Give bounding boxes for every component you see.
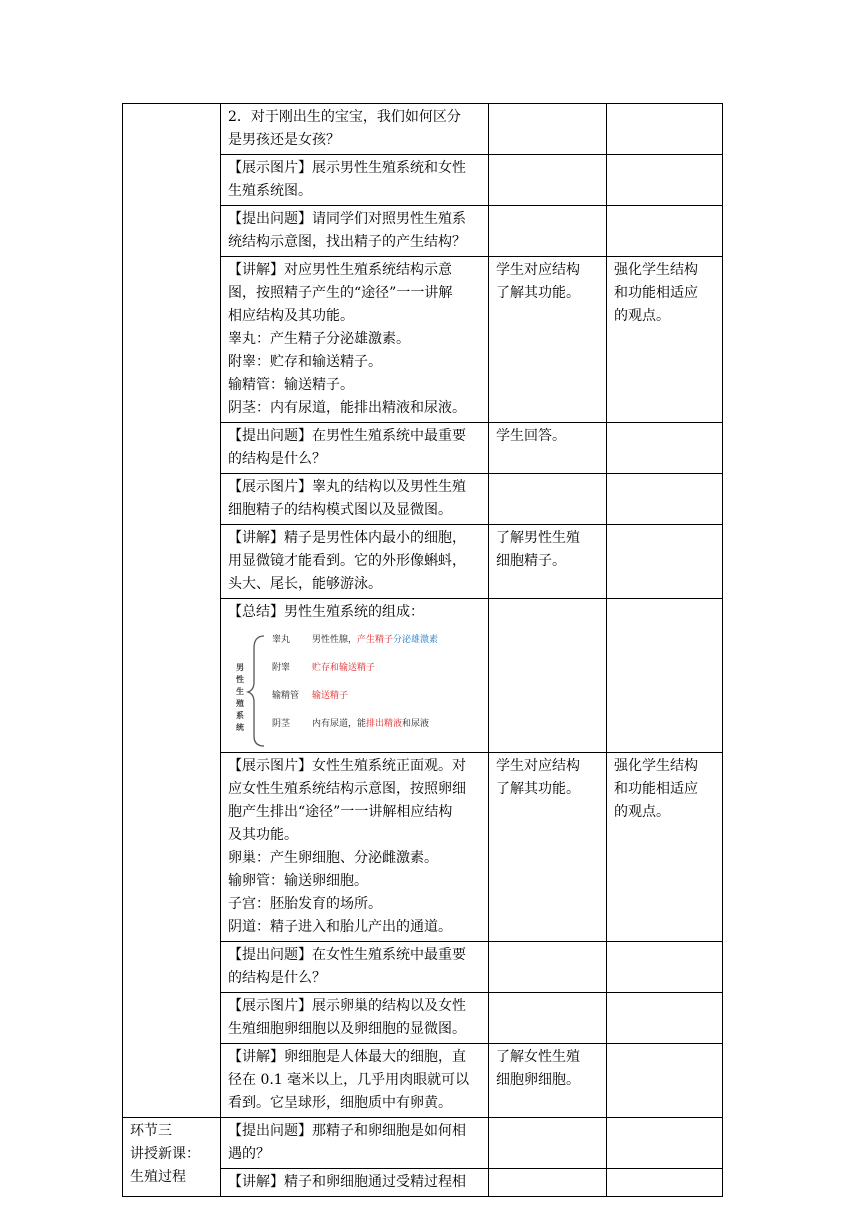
activity-cell-line: 的结构是什么？ xyxy=(228,970,326,986)
student-activity-cell xyxy=(489,155,607,206)
activity-cell xyxy=(221,993,489,1044)
male-reproductive-system-diagram xyxy=(228,628,482,750)
organ-name: 附睾 xyxy=(272,663,291,673)
table-row xyxy=(123,1118,723,1169)
diagram-row xyxy=(272,718,429,730)
student-activity-cell xyxy=(489,942,607,993)
design-intent-cell-line: 的观点。 xyxy=(614,308,670,324)
design-intent-cell xyxy=(607,525,723,599)
student-activity-cell-line: 学生对应结构 xyxy=(496,758,580,774)
activity-cell xyxy=(221,1044,489,1118)
organ-function: 分泌雄激素 xyxy=(393,635,439,645)
design-intent-cell-line: 强化学生结构 xyxy=(614,262,698,278)
student-activity-cell xyxy=(489,474,607,525)
design-intent-cell xyxy=(607,1044,723,1118)
activity-cell-line: 生殖系统图。 xyxy=(228,183,312,199)
diagram-row xyxy=(272,634,438,646)
activity-cell-line: 【讲解】精子和卵细胞通过受精过程相 xyxy=(228,1174,466,1190)
design-intent-cell xyxy=(607,753,723,942)
activity-cell-line: 子宫：胚胎发育的场所。 xyxy=(228,896,382,912)
activity-cell-line: 应女性生殖系统结构示意图，按照卵细 xyxy=(228,781,466,797)
activity-cell-line: 输卵管：输送卵细胞。 xyxy=(228,873,368,889)
design-intent-cell xyxy=(607,155,723,206)
activity-cell-line: 图，按照精子产生的“途径”一一讲解 xyxy=(228,285,453,301)
activity-cell xyxy=(221,104,489,155)
activity-cell xyxy=(221,1118,489,1169)
activity-cell-line: 【提出问题】那精子和卵细胞是如何相 xyxy=(228,1123,466,1139)
design-intent-cell-line: 和功能相适应 xyxy=(614,781,698,797)
student-activity-cell-line: 细胞精子。 xyxy=(496,553,566,569)
activity-cell xyxy=(221,942,489,993)
activity-cell-line: 看到。它呈球形，细胞质中有卵黄。 xyxy=(228,1095,452,1111)
organ-function: 排出精液 xyxy=(366,719,403,729)
stage-cell-line: 讲授新课： xyxy=(130,1146,200,1162)
activity-cell-line: 是男孩还是女孩？ xyxy=(228,132,340,148)
activity-cell-line: 【提出问题】在女性生殖系统中最重要 xyxy=(228,947,466,963)
stage-cell-line: 生殖过程 xyxy=(130,1169,186,1185)
activity-cell xyxy=(221,423,489,474)
activity-cell xyxy=(221,155,489,206)
table-row xyxy=(123,104,723,155)
student-activity-cell xyxy=(489,993,607,1044)
student-activity-cell xyxy=(489,104,607,155)
design-intent-cell-line: 和功能相适应 xyxy=(614,285,698,301)
summary-cell xyxy=(221,599,489,753)
student-activity-cell xyxy=(489,525,607,599)
design-intent-cell xyxy=(607,474,723,525)
student-activity-cell-line: 学生对应结构 xyxy=(496,262,580,278)
stage-cell xyxy=(123,104,221,1118)
brace-icon xyxy=(228,628,268,750)
student-activity-cell-line: 了解其功能。 xyxy=(496,285,580,301)
activity-cell-line: 【提出问题】在男性生殖系统中最重要 xyxy=(228,428,466,444)
activity-cell-line: 【展示图片】睾丸的结构以及男性生殖 xyxy=(228,479,466,495)
activity-cell-line: 及其功能。 xyxy=(228,827,298,843)
activity-cell-line: 输精管：输送精子。 xyxy=(228,377,354,393)
activity-cell-line: 胞产生排出“途径”一一讲解相应结构 xyxy=(228,804,453,820)
student-activity-cell xyxy=(489,599,607,753)
diagram-vertical-label: 男 性 生 殖 系 统 xyxy=(236,663,244,732)
summary-title: 【总结】男性生殖系统的组成： xyxy=(228,604,424,620)
activity-cell xyxy=(221,753,489,942)
activity-cell-line: 【展示图片】展示男性生殖系统和女性 xyxy=(228,160,466,176)
activity-cell-line: 径在 0.1 毫米以上，几乎用肉眼就可以 xyxy=(228,1072,470,1088)
organ-name: 阴茎 xyxy=(272,719,291,729)
design-intent-cell xyxy=(607,599,723,753)
activity-cell-line: 头大、尾长，能够游泳。 xyxy=(228,576,382,592)
design-intent-cell-line: 的观点。 xyxy=(614,804,670,820)
activity-cell-line: 附睾：贮存和输送精子。 xyxy=(228,354,382,370)
activity-cell xyxy=(221,525,489,599)
activity-cell-line: 相应结构及其功能。 xyxy=(228,308,354,324)
organ-function: 贮存和输送精子 xyxy=(312,663,376,673)
lesson-plan-table xyxy=(122,103,723,1197)
activity-cell xyxy=(221,1169,489,1197)
activity-cell xyxy=(221,257,489,423)
activity-cell-line: 【展示图片】女性生殖系统正面观。对 xyxy=(228,758,466,774)
activity-cell-line: 【讲解】卵细胞是人体最大的细胞，直 xyxy=(228,1049,466,1065)
organ-name: 睾丸 xyxy=(272,635,291,645)
organ-desc: 男性性腺， xyxy=(312,635,358,645)
activity-cell-line: 用显微镜才能看到。它的外形像蝌蚪， xyxy=(228,553,466,569)
student-activity-cell-line: 学生回答。 xyxy=(496,428,566,444)
stage-cell-line: 环节三 xyxy=(130,1123,172,1139)
design-intent-cell xyxy=(607,423,723,474)
student-activity-cell xyxy=(489,1044,607,1118)
design-intent-cell xyxy=(607,104,723,155)
activity-cell-line: 【讲解】精子是男性体内最小的细胞， xyxy=(228,530,466,546)
design-intent-cell xyxy=(607,942,723,993)
activity-cell-line: 统结构示意图，找出精子的产生结构？ xyxy=(228,234,466,250)
organ-desc: 内有尿道，能 xyxy=(312,719,367,729)
activity-cell xyxy=(221,474,489,525)
activity-cell-line: 睾丸：产生精子分泌雄激素。 xyxy=(228,331,410,347)
activity-cell-line: 生殖细胞卵细胞以及卵细胞的显微图。 xyxy=(228,1021,466,1037)
diagram-row xyxy=(272,690,348,702)
student-activity-cell xyxy=(489,1169,607,1197)
student-activity-cell xyxy=(489,1118,607,1169)
activity-cell-line: 细胞精子的结构模式图以及显微图。 xyxy=(228,502,452,518)
activity-cell xyxy=(221,206,489,257)
organ-desc: 和尿液 xyxy=(402,719,430,729)
activity-cell-line: 阴道：精子进入和胎儿产出的通道。 xyxy=(228,919,452,935)
activity-cell-line: 卵巢：产生卵细胞、分泌雌激素。 xyxy=(228,850,438,866)
design-intent-cell xyxy=(607,257,723,423)
student-activity-cell-line: 了解其功能。 xyxy=(496,781,580,797)
organ-function: 产生精子 xyxy=(357,635,394,645)
activity-cell-line: 【展示图片】展示卵巢的结构以及女性 xyxy=(228,998,466,1014)
design-intent-cell xyxy=(607,206,723,257)
student-activity-cell xyxy=(489,423,607,474)
organ-function: 输送精子 xyxy=(312,691,349,701)
activity-cell-line: 【讲解】对应男性生殖系统结构示意 xyxy=(228,262,452,278)
design-intent-cell-line: 强化学生结构 xyxy=(614,758,698,774)
design-intent-cell xyxy=(607,993,723,1044)
design-intent-cell xyxy=(607,1118,723,1169)
activity-cell-line: 2．对于刚出生的宝宝，我们如何区分 xyxy=(228,109,461,125)
diagram-row xyxy=(272,662,375,674)
design-intent-cell xyxy=(607,1169,723,1197)
student-activity-cell-line: 细胞卵细胞。 xyxy=(496,1072,580,1088)
student-activity-cell xyxy=(489,753,607,942)
activity-cell-line: 遇的？ xyxy=(228,1146,270,1162)
activity-cell-line: 阴茎：内有尿道，能排出精液和尿液。 xyxy=(228,400,466,416)
organ-name: 输精管 xyxy=(272,691,300,701)
student-activity-cell xyxy=(489,257,607,423)
student-activity-cell xyxy=(489,206,607,257)
stage-cell xyxy=(123,1118,221,1197)
activity-cell-line: 的结构是什么？ xyxy=(228,451,326,467)
activity-cell-line: 【提出问题】请同学们对照男性生殖系 xyxy=(228,211,466,227)
student-activity-cell-line: 了解男性生殖 xyxy=(496,530,580,546)
student-activity-cell-line: 了解女性生殖 xyxy=(496,1049,580,1065)
